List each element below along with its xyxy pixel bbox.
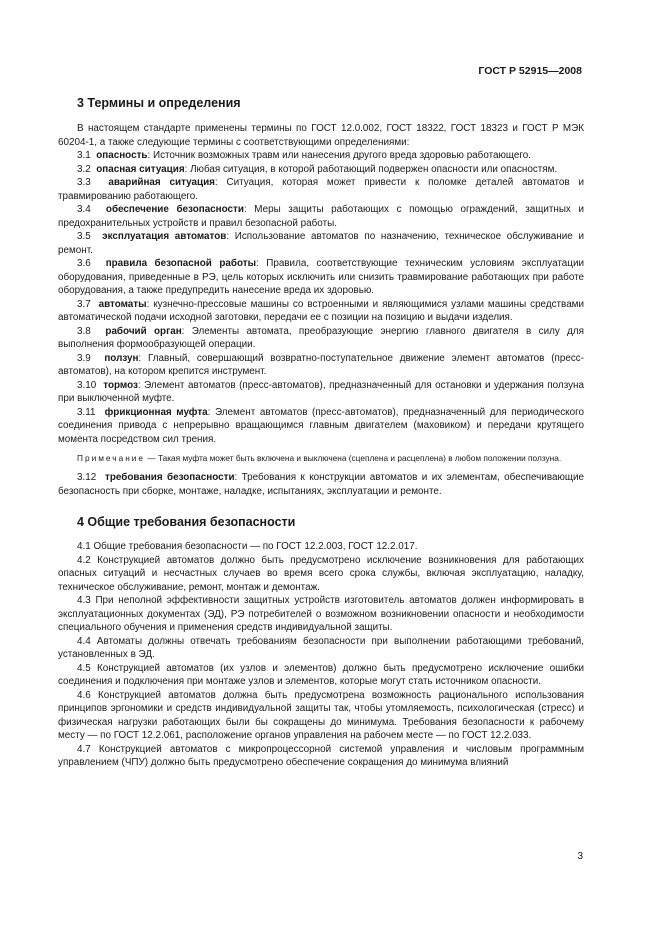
term-number: 3.4 (77, 204, 91, 215)
term-name: опасность (96, 150, 148, 161)
term-entry (58, 325, 584, 352)
term-entry (58, 352, 584, 379)
term-name: правила безопасной работы (105, 258, 257, 269)
term-definition: : Элемент автоматов (пресс-автоматов), предназначенный для периодического соединения привода с непрерывно вращающимся главным двигателем (маховиком) и передачи крутящего момента посредством сил трения. (58, 406, 584, 445)
term-entry (58, 203, 584, 230)
term-entry (58, 471, 584, 498)
term-entry (58, 298, 584, 325)
term-number: 3.2 (77, 163, 91, 175)
term-definition: : Элемент автоматов (пресс-автоматов), предназначенный для остановки и удержания ползуна при выключенной муфте. (58, 379, 584, 404)
term-number: 3.7 (77, 298, 91, 310)
term-definition: : Источник возможных травм или нанесения другого вреда здоровью работающего. (147, 150, 532, 161)
page-number: 3 (577, 851, 583, 862)
term-number: 3.5 (77, 231, 91, 242)
term-name: опасная ситуация (96, 163, 185, 175)
term-name: аварийная ситуация (108, 177, 215, 188)
requirement-item: 4.7 Конструкцией автоматов с микропроцессорной системой управления и числовым программным управлением (ЧПУ) должно быть предусмотрено обеспечение сокращения до минимума влияний (58, 743, 584, 768)
term-entry (58, 176, 584, 203)
document-body (58, 95, 584, 770)
term-definition: : Правила, соответствующие техническим условиям эксплуатации оборудования, приведенные в РЭ, цель которых исключить или снизить травмирование работающих при работе оборудования, а также предупредить нанесение вреда их здоровью. (58, 258, 584, 296)
term-entry (58, 257, 584, 298)
term-definition: : Использование автоматов по назначению, техническое обслуживание и ремонт. (58, 231, 584, 256)
term-number: 3.10 (77, 379, 97, 391)
section-3-title: 3 Термины и определения (77, 96, 241, 110)
requirements-list (58, 540, 584, 770)
term-definition: : Меры защиты работающих с помощью ограждений, защитных и предохранительных устройств и правил безопасной работы. (58, 204, 584, 229)
term-name: требования безопасности (105, 472, 235, 483)
term-number: 3.12 (77, 472, 97, 483)
term-entry (58, 379, 584, 406)
term-name: обеспечение безопасности (105, 204, 244, 215)
terms-list (58, 149, 584, 446)
requirement-item: 4.2 Конструкцией автоматов должно быть предусмотрено исключение возникновения для работающих опасных ситуаций и несчастных случаев во время всего срока службы, включая эксплуатацию, наладку, техническое обслуживание, ремонт, монтаж и демонтаж. (58, 554, 584, 593)
term-name: фрикционная муфта (104, 406, 208, 418)
note-text: — Такая муфта может быть включена и выключена (сцеплена и расцеплена) в любом положении ползуна. (145, 453, 562, 463)
term-name: автоматы (98, 298, 147, 310)
requirement-item: 4.6 Конструкцией автоматов должна быть предусмотрена возможность рационального использования принципов эргономики и средств индивидуальной защиты так, чтобы утомляемость, психологическая (стресс) и физическая нагрузки работающих были бы сокращены до минимума. Требования безопасности к рабочему месту — по ГОСТ 12.2.061, расположение органов управления на рабочем месте — по ГОСТ 12.2.033. (58, 689, 584, 741)
term-name: рабочий орган (105, 325, 182, 337)
term-entry (58, 163, 584, 177)
term-definition: : кузнечно-прессовые машины со встроенными и являющимися узлами машины средствами автоматической подачи исходной заготовки, передачи ее с позиции на позицию и выдачи изделия. (58, 298, 584, 323)
term-name: ползун (104, 352, 139, 364)
requirement-item: 4.4 Автоматы должны отвечать требованиям безопасности при выполнении работающими требований, установленных в ЭД. (58, 635, 584, 660)
term-number: 3.9 (77, 352, 91, 364)
term-number: 3.8 (77, 325, 91, 337)
requirement-item: 4.1 Общие требования безопасности — по ГОСТ 12.2.003, ГОСТ 12.2.017. (77, 541, 418, 552)
term-definition: : Требования к конструкции автоматов и их элементам, обеспечивающие безопасность при сборке, монтаже, наладке, испытаниях, эксплуатации и ремонте. (58, 472, 584, 497)
note-label: Примечание (77, 453, 146, 463)
section-4-title: 4 Общие требования безопасности (77, 515, 296, 529)
term-number: 3.6 (77, 258, 91, 269)
term-number: 3.1 (77, 150, 91, 161)
term-number: 3.11 (77, 406, 96, 418)
standard-number: ГОСТ Р 52915—2008 (478, 65, 582, 77)
term-entry (58, 149, 584, 163)
term-name: тормоз (103, 379, 138, 391)
term-definition: : Главный, совершающий возвратно-поступательное движение элемент автоматов (пресс-автоматов), на котором крепится инструмент. (58, 352, 584, 377)
section-3-intro: В настоящем стандарте применены термины по ГОСТ 12.0.002, ГОСТ 18322, ГОСТ 18323 и ГОСТ Р МЭК 60204-1, а также следующие термины с соответствующими определениями: (58, 123, 584, 148)
term-name: эксплуатация автоматов (102, 231, 227, 242)
requirement-item: 4.5 Конструкцией автоматов (их узлов и элементов) должно быть предусмотрено исключение ошибки соединения и подключения при монтаже узлов и элементов, которые могут стать источником опасности. (58, 662, 584, 687)
term-definition: : Элементы автомата, преобразующие энергию главного двигателя в силу для выполнения формообразующей операции. (58, 325, 584, 350)
term-definition: : Любая ситуация, в которой работающий подвержен опасности или опасностям. (184, 163, 558, 175)
term-number: 3.3 (77, 177, 91, 188)
term-definition: : Ситуация, которая может привести к поломке деталей автоматов и травмированию работающего. (58, 177, 585, 202)
term-entry (58, 230, 584, 257)
term-entry (58, 406, 584, 447)
note (58, 452, 584, 464)
requirement-item: 4.3 При неполной эффективности защитных устройств изготовитель автоматов должен информировать в эксплуатационных документах (ЭД), РЭ потребителей о возможном возникновении опасности и необходимости специального обучения и применения средств индивидуальной защиты. (58, 595, 584, 633)
